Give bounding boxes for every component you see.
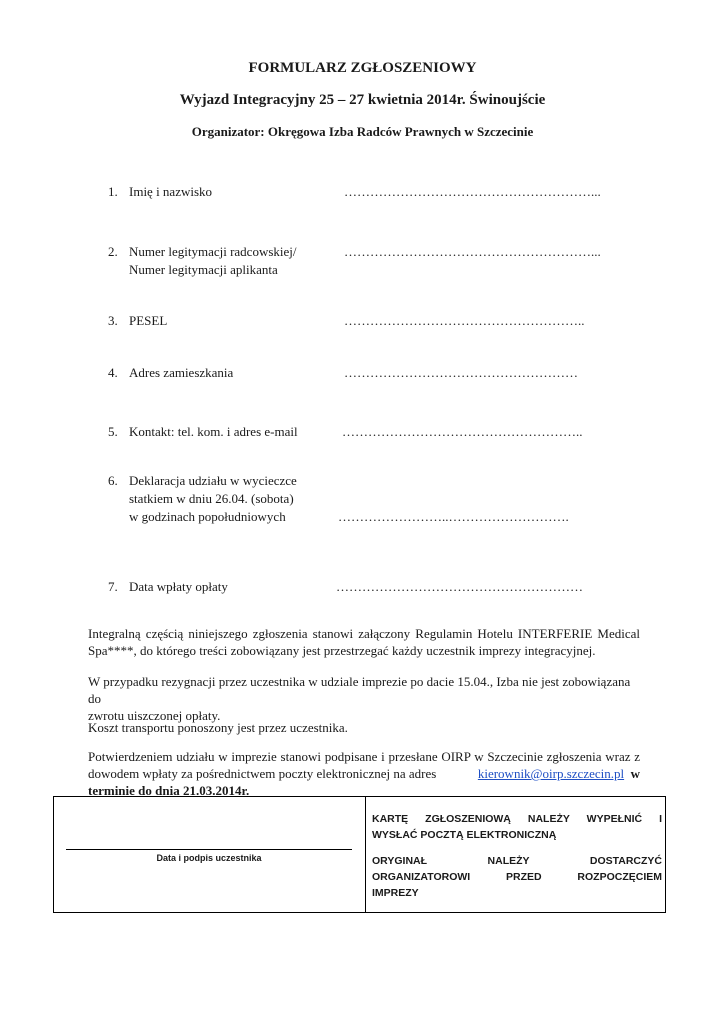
fill-line-payment-date[interactable]: …………………………………………………	[336, 579, 583, 594]
field-label: statkiem w dniu 26.04. (sobota)	[129, 491, 294, 506]
field-name	[108, 183, 212, 201]
box-divider	[365, 797, 366, 912]
event-subtitle: Wyjazd Integracyjny 25 – 27 kwietnia 2014r. Świnoujście	[179, 92, 546, 108]
paragraph-text: w	[630, 766, 640, 781]
field-contact	[108, 423, 298, 441]
paragraph-regulations	[88, 625, 640, 659]
field-address	[108, 364, 233, 382]
field-label: PESEL	[129, 313, 168, 328]
fill-line-cruise[interactable]: ……………………..……………………….	[338, 509, 569, 524]
field-label: Numer legitymacji radcowskiej/	[129, 244, 297, 259]
fill-line-name[interactable]: …………………………………………………...	[344, 184, 601, 199]
field-number: 6.	[108, 473, 118, 488]
field-number: 2.	[108, 244, 118, 259]
signature-label: Data i podpis uczestnika	[156, 853, 262, 863]
field-number: 5.	[108, 424, 118, 439]
signature-line[interactable]	[66, 849, 352, 850]
paragraph-line: zwrotu uiszczonej opłaty.	[88, 708, 221, 723]
fill-line-pesel[interactable]: ………………………………………………..	[344, 313, 585, 328]
field-label: Imię i nazwisko	[129, 184, 213, 199]
paragraph-confirmation	[88, 748, 640, 799]
instruction-line: ORGANIZATOROWI PRZED ROZPOCZĘCIEM	[372, 871, 662, 883]
email-link[interactable]: kierownik@oirp.szczecin.pl	[477, 766, 625, 781]
field-number: 1.	[108, 184, 118, 199]
instruction-line: KARTĘ ZGŁOSZENIOWĄ NALEŻY WYPEŁNIĆ I	[372, 813, 662, 825]
instruction-original	[372, 853, 662, 901]
paragraph-line: W przypadku rezygnacji przez uczestnika w udziale imprezie po dacie 15.04., Izba nie jest zobowiązana do	[88, 674, 631, 706]
paragraph-text: dowodem wpłaty za pośrednictwem poczty elektronicznej na adres	[88, 766, 437, 781]
deadline-text: terminie do dnia 21.03.2014r.	[88, 783, 250, 798]
fill-line-license[interactable]: …………………………………………………...	[344, 244, 601, 259]
paragraph-line	[88, 765, 640, 782]
field-label: w godzinach popołudniowych	[129, 509, 286, 524]
fill-line-address[interactable]: ………………………………………………	[344, 365, 578, 380]
fill-line-contact[interactable]: ………………………………………………..	[342, 424, 583, 439]
field-cruise-declaration	[108, 472, 297, 526]
field-label: Deklaracja udziału w wycieczce	[129, 473, 297, 488]
form-title: FORMULARZ ZGŁOSZENIOWY	[248, 60, 477, 76]
footer-box	[53, 796, 666, 913]
paragraph-line: Potwierdzeniem udziału w imprezie stanowi podpisane i przesłane OIRP w Szczecinie zgłoszenia wraz z	[88, 749, 640, 764]
field-label: Numer legitymacji aplikanta	[129, 262, 278, 277]
paragraph-line: Spa****, do którego treści zobowiązany jest przestrzegać każdy uczestnik imprezy integracyjnej.	[88, 643, 596, 658]
field-license-number	[108, 243, 297, 279]
field-payment-date	[108, 578, 228, 596]
field-number: 7.	[108, 579, 118, 594]
instruction-line: IMPREZY	[372, 887, 419, 899]
paragraph-transport	[88, 719, 640, 736]
paragraph-cancellation	[88, 673, 640, 724]
field-label: Adres zamieszkania	[129, 365, 234, 380]
field-number: 4.	[108, 365, 118, 380]
field-label: Kontakt: tel. kom. i adres e-mail	[129, 424, 298, 439]
field-label: Data wpłaty opłaty	[129, 579, 228, 594]
instruction-line: ORYGINAŁ NALEŻY DOSTARCZYĆ	[372, 855, 662, 867]
instruction-line: WYSŁAĆ POCZTĄ ELEKTRONICZNĄ	[372, 829, 557, 841]
paragraph-line: Koszt transportu ponoszony jest przez uczestnika.	[88, 720, 348, 735]
field-number: 3.	[108, 313, 118, 328]
organizer-line: Organizator: Okręgowa Izba Radców Prawnych w Szczecinie	[191, 124, 534, 139]
instruction-send	[372, 811, 662, 843]
paragraph-line: Integralną częścią niniejszego zgłoszenia stanowi załączony Regulamin Hotelu INTERFERIE Medical	[88, 626, 640, 641]
field-pesel	[108, 312, 167, 330]
